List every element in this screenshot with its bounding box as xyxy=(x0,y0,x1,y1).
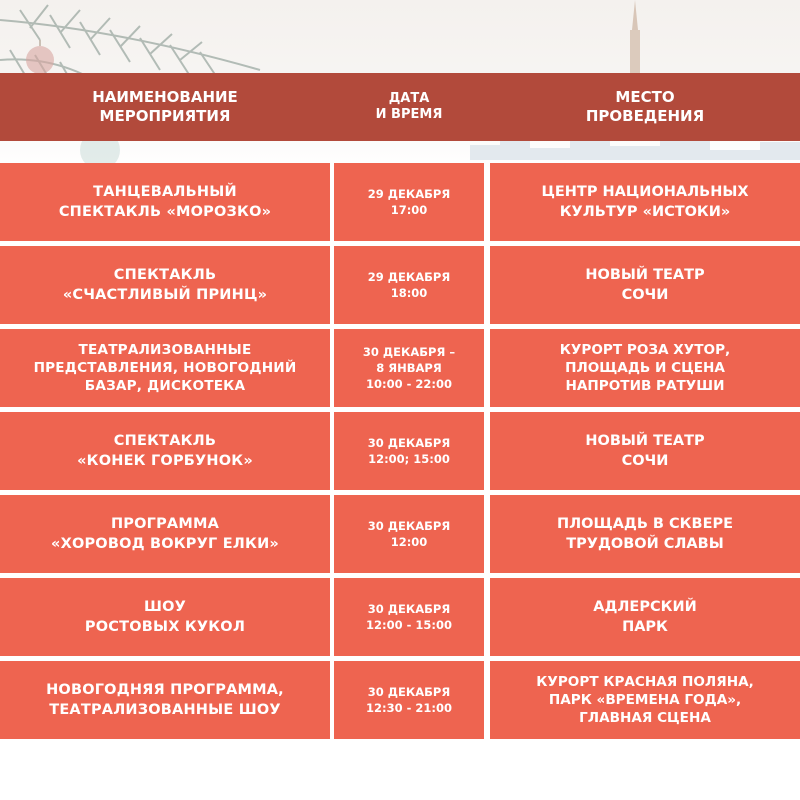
datetime-cell xyxy=(334,495,484,573)
table-row xyxy=(0,246,800,324)
event-cell xyxy=(0,661,330,739)
event-cell xyxy=(0,329,330,407)
event-datetime: 29 ДЕКАБРЯ 17:00 xyxy=(367,186,451,217)
table-row xyxy=(0,661,800,739)
table-row xyxy=(0,578,800,656)
spire-decoration xyxy=(620,0,650,75)
table-header xyxy=(0,73,800,141)
event-name: ШОУ РОСТОВЫХ КУКОЛ xyxy=(84,599,246,635)
event-datetime: 30 ДЕКАБРЯ – 8 ЯНВАРЯ 10:00 - 22:00 xyxy=(362,344,456,392)
event-datetime: 30 ДЕКАБРЯ 12:00 xyxy=(367,518,451,549)
event-cell xyxy=(0,495,330,573)
datetime-cell xyxy=(334,412,484,490)
place-cell xyxy=(490,495,800,573)
place-cell xyxy=(490,661,800,739)
datetime-cell xyxy=(334,163,484,241)
header-place-label: МЕСТО ПРОВЕДЕНИЯ xyxy=(585,88,705,125)
table-row xyxy=(0,163,800,241)
header-event xyxy=(0,73,330,141)
event-cell xyxy=(0,578,330,656)
datetime-cell xyxy=(334,661,484,739)
event-cell xyxy=(0,246,330,324)
event-name: НОВОГОДНЯЯ ПРОГРАММА, ТЕАТРАЛИЗОВАННЫЕ ШОУ xyxy=(46,682,284,718)
table-row xyxy=(0,412,800,490)
event-cell xyxy=(0,163,330,241)
event-name: ПРОГРАММА «ХОРОВОД ВОКРУГ ЕЛКИ» xyxy=(51,516,279,552)
place-cell xyxy=(490,163,800,241)
table-row xyxy=(0,329,800,407)
header-event-label: НАИМЕНОВАНИЕ МЕРОПРИЯТИЯ xyxy=(92,88,238,125)
event-place: НОВЫЙ ТЕАТР СОЧИ xyxy=(585,267,705,303)
event-place: НОВЫЙ ТЕАТР СОЧИ xyxy=(585,433,705,469)
event-place: КУРОРТ КРАСНАЯ ПОЛЯНА, ПАРК «ВРЕМЕНА ГОДА», ГЛАВНАЯ СЦЕНА xyxy=(536,673,754,727)
table-row xyxy=(0,495,800,573)
event-place: АДЛЕРСКИЙ ПАРК xyxy=(593,599,697,635)
event-name: СПЕКТАКЛЬ «КОНЕК ГОРБУНОК» xyxy=(77,433,253,469)
datetime-cell xyxy=(334,329,484,407)
place-cell xyxy=(490,246,800,324)
place-cell xyxy=(490,329,800,407)
event-datetime: 30 ДЕКАБРЯ 12:30 - 21:00 xyxy=(366,684,452,715)
event-cell xyxy=(0,412,330,490)
place-cell xyxy=(490,578,800,656)
header-datetime xyxy=(334,73,484,141)
datetime-cell xyxy=(334,246,484,324)
place-cell xyxy=(490,412,800,490)
event-name: ТАНЦЕВАЛЬНЫЙ СПЕКТАКЛЬ «МОРОЗКО» xyxy=(58,184,272,220)
event-datetime: 30 ДЕКАБРЯ 12:00; 15:00 xyxy=(367,435,451,466)
event-place: КУРОРТ РОЗА ХУТОР, ПЛОЩАДЬ И СЦЕНА НАПРОТИВ РАТУШИ xyxy=(559,341,731,395)
event-place: ЦЕНТР НАЦИОНАЛЬНЫХ КУЛЬТУР «ИСТОКИ» xyxy=(541,184,749,220)
event-place: ПЛОЩАДЬ В СКВЕРЕ ТРУДОВОЙ СЛАВЫ xyxy=(556,516,734,552)
datetime-cell xyxy=(334,578,484,656)
event-datetime: 30 ДЕКАБРЯ 12:00 - 15:00 xyxy=(366,601,452,632)
header-place xyxy=(490,73,800,141)
event-name: ТЕАТРАЛИЗОВАННЫЕ ПРЕДСТАВЛЕНИЯ, НОВОГОДНИЙ БАЗАР, ДИСКОТЕКА xyxy=(33,341,297,395)
event-datetime: 29 ДЕКАБРЯ 18:00 xyxy=(367,269,451,300)
event-name: СПЕКТАКЛЬ «СЧАСТЛИВЫЙ ПРИНЦ» xyxy=(62,267,268,303)
header-datetime-label: ДАТА И ВРЕМЯ xyxy=(375,90,443,122)
